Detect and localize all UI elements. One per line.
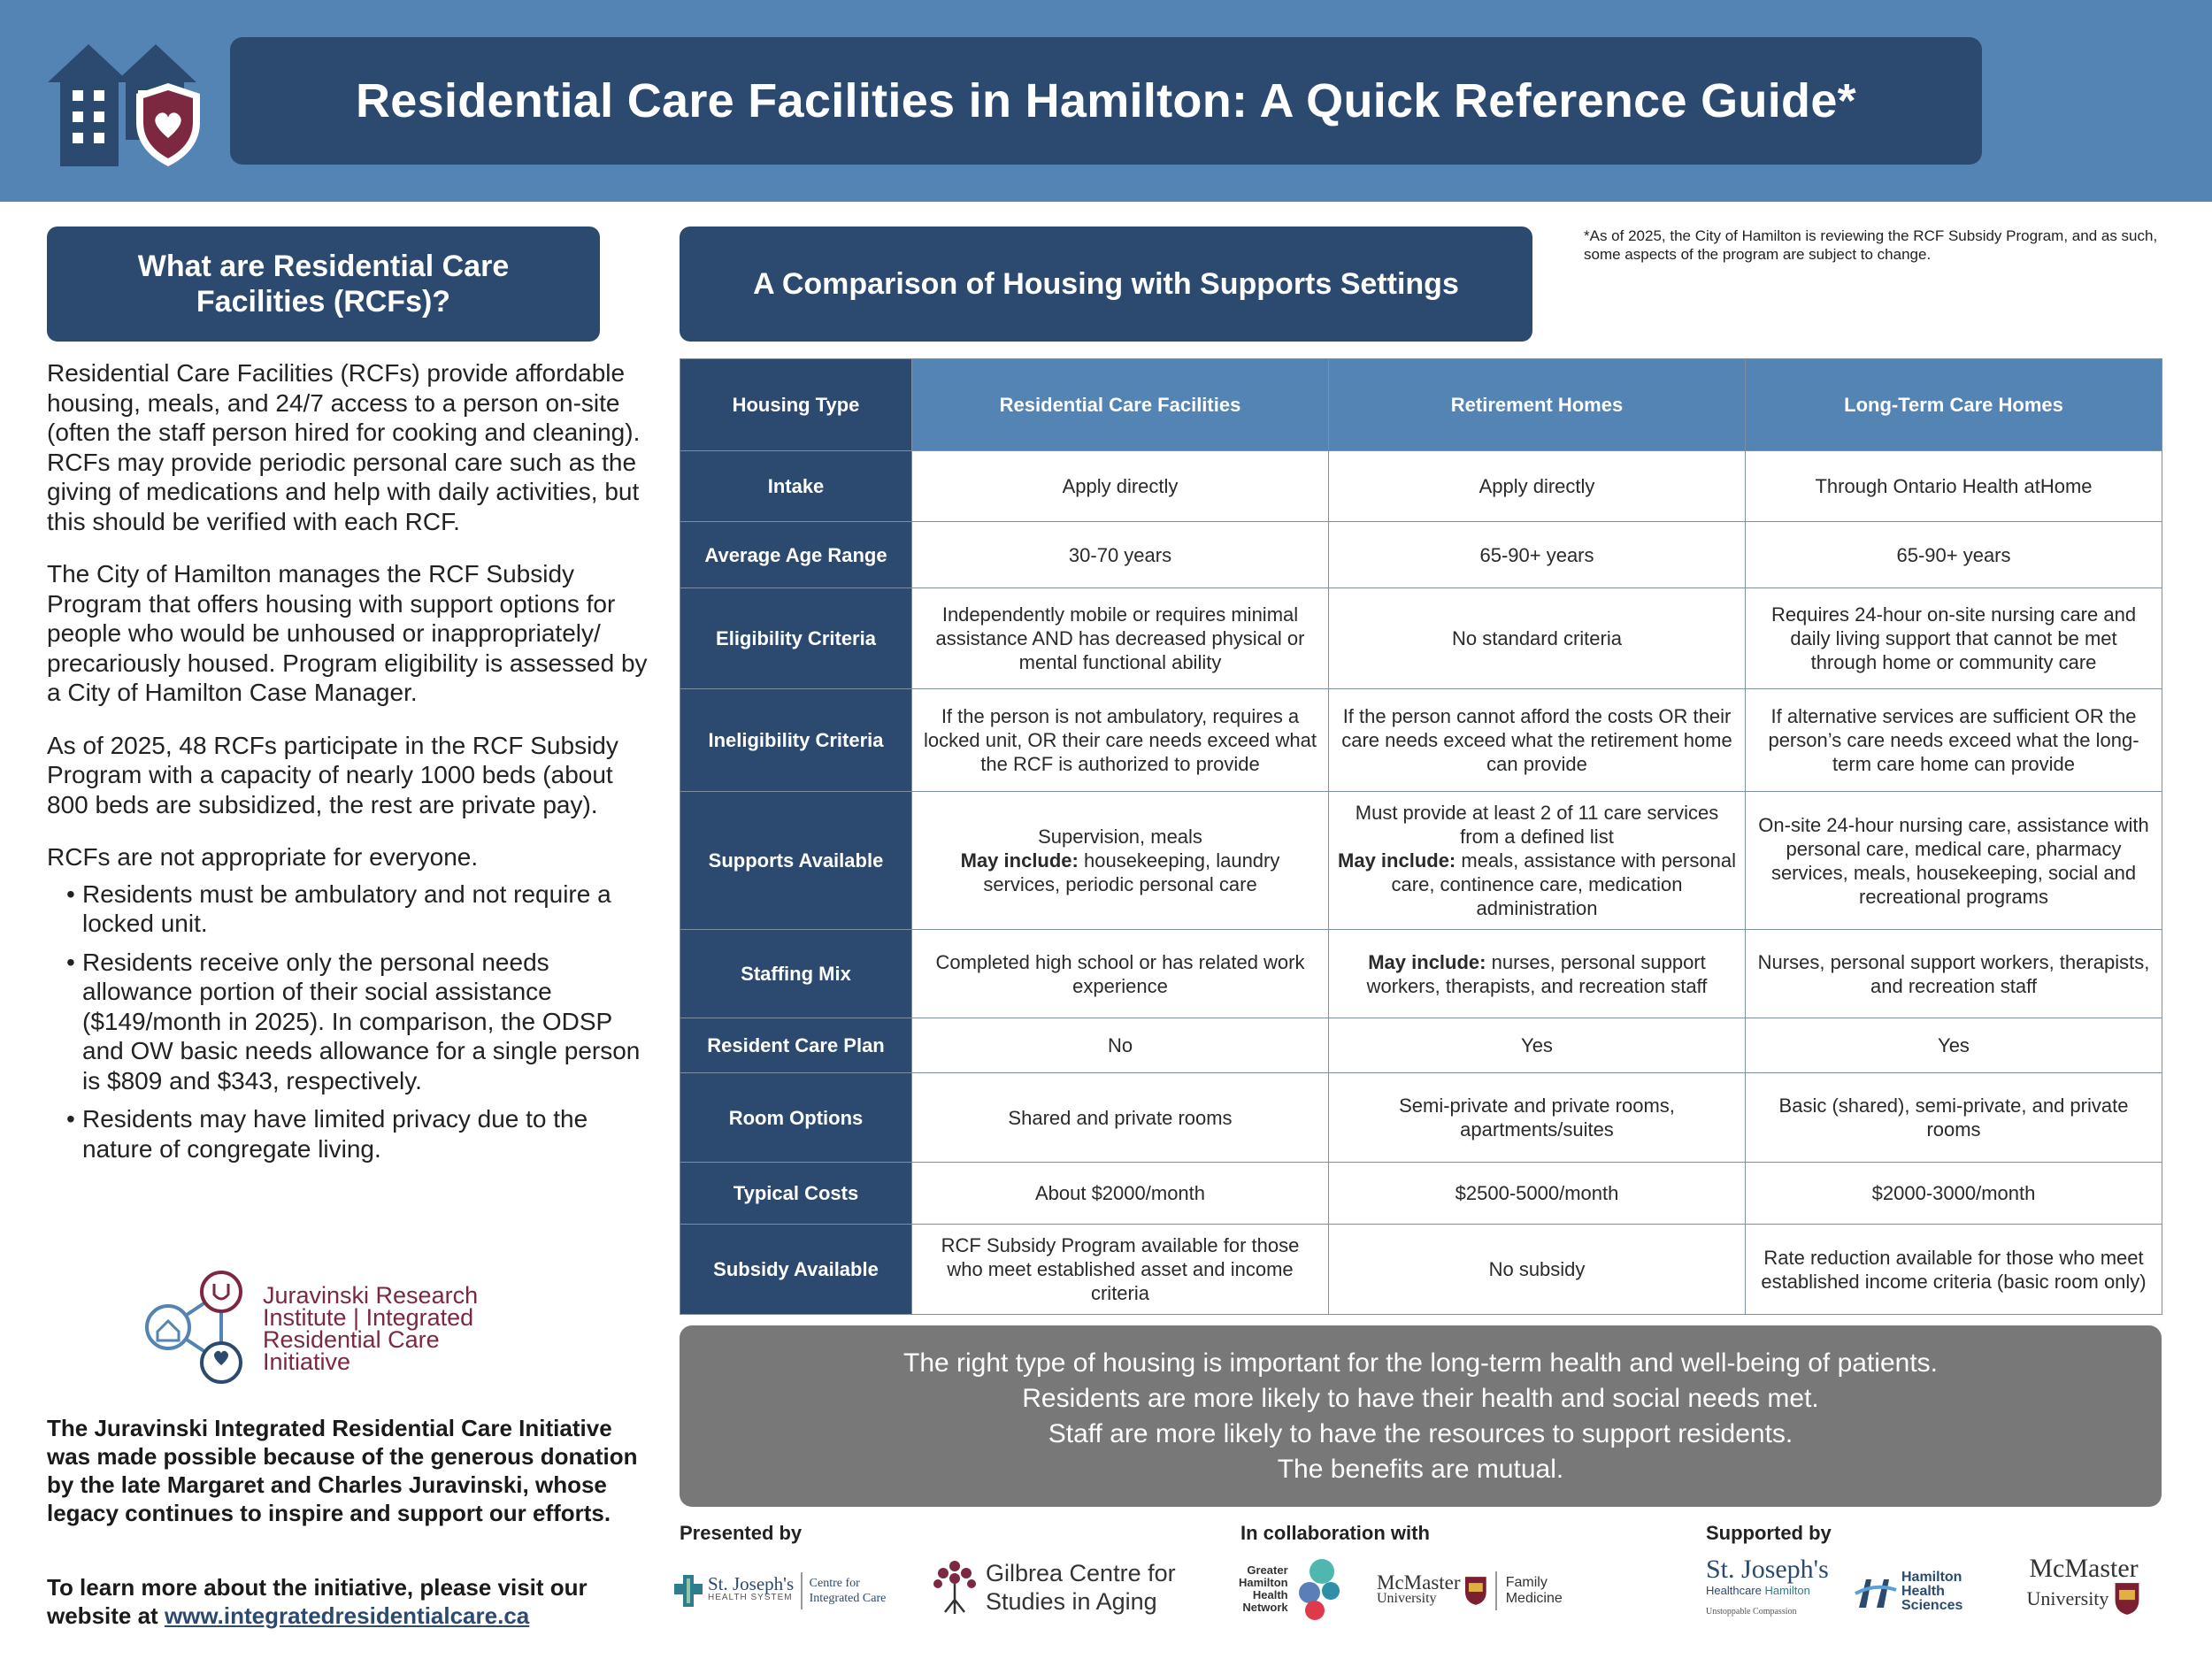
gilbrea-centre-logo	[933, 1557, 1180, 1617]
table-cell: 30-70 years	[912, 522, 1329, 588]
supported-by-label: Supported by	[1706, 1522, 1832, 1544]
jri-logo-line: Residential Care	[263, 1326, 440, 1353]
medical-cross-icon	[674, 1573, 703, 1609]
benefit-line: The right type of housing is important for the long-term health and well-being of patients.	[903, 1348, 1938, 1378]
logo-name: Hamilton	[1239, 1576, 1288, 1589]
table-cell: Nurses, personal support workers, therapists, and recreation staff	[1746, 930, 2162, 1018]
table-cell: RCF Subsidy Program available for those who meet established asset and income criteria	[912, 1225, 1329, 1315]
table-cell: Apply directly	[1329, 451, 1746, 522]
paragraph-4: RCFs are not appropriate for everyone.	[47, 843, 479, 871]
logo-name: McMaster	[1377, 1571, 1461, 1594]
table-row	[680, 689, 2162, 792]
ghhn-network-icon	[1292, 1557, 1354, 1621]
table-cell	[1329, 930, 1746, 1018]
table-row	[680, 1073, 2162, 1163]
building-heart-shield-icon	[44, 34, 204, 168]
cell-text: nurses, personal support workers, therapists, and recreation staff	[1366, 950, 1708, 997]
table-cell: Shared and private rooms	[912, 1073, 1329, 1163]
table-cell: No subsidy	[1329, 1225, 1746, 1315]
paragraph-2: The City of Hamilton manages the RCF Subsidy Program that offers housing with support options for people who would be unhoused or inappropriately/ precariously housed. Program eligibility is assessed by a City of Hamilton Case Manager.	[47, 560, 648, 706]
logo-divider	[1495, 1571, 1496, 1610]
logo-subtitle: Healthcare	[1706, 1584, 1762, 1597]
table-cell: 65-90+ years	[1746, 522, 2162, 588]
rcf-limitations-list	[47, 879, 649, 1164]
row-header: Resident Care Plan	[680, 1018, 912, 1073]
table-row	[680, 451, 2162, 522]
row-header: Staffing Mix	[680, 930, 912, 1018]
comparison-table	[680, 358, 2162, 1315]
table-cell: Completed high school or has related work experience	[912, 930, 1329, 1018]
cell-text: housekeeping, laundry services, periodic personal care	[983, 849, 1280, 895]
crest-icon	[1464, 1576, 1487, 1606]
column-header: Retirement Homes	[1329, 359, 1746, 451]
row-header: Average Age Range	[680, 522, 912, 588]
footnote: *As of 2025, the City of Hamilton is reviewing the RCF Subsidy Program, and as such, some aspects of the program are subject to change.	[1584, 227, 2158, 263]
table-cell: 65-90+ years	[1329, 522, 1746, 588]
cell-text: Supervision, meals	[1038, 826, 1202, 848]
row-header: Room Options	[680, 1073, 912, 1163]
logo-tagline: Unstoppable Compassion	[1706, 1607, 1797, 1617]
list-item: • Residents receive only the personal needs allowance portion of their social assistance ($149/month in 2025). In comparison, the ODSP and OW basic needs allowance for a single person is $809 and $343, respectively.	[47, 948, 649, 1096]
learn-more-text: To learn more about the initiative, please visit our website at	[47, 1574, 588, 1629]
table-cell: Through Ontario Health atHome	[1746, 451, 2162, 522]
row-header: Intake	[680, 451, 912, 522]
header-banner	[0, 0, 2212, 202]
benefits-banner	[680, 1325, 2162, 1507]
logo-subtitle: University	[1377, 1591, 1437, 1606]
logo-name: St. Joseph's	[708, 1573, 795, 1594]
table-cell: On-site 24-hour nursing care, assistance with personal care, medical care, pharmacy services, meals, housekeeping, social and recreational programs	[1746, 792, 2162, 930]
table-cell: $2000-3000/month	[1746, 1163, 2162, 1225]
table-cell: No standard criteria	[1329, 588, 1746, 689]
logo-divider	[801, 1572, 803, 1609]
list-item: • Residents must be ambulatory and not require a locked unit.	[47, 879, 649, 939]
title-banner	[230, 37, 1982, 165]
jri-logo-line: Juravinski Research	[263, 1282, 479, 1309]
table-row	[680, 792, 2162, 930]
table-cell: $2500-5000/month	[1329, 1163, 1746, 1225]
column-header: Housing Type	[680, 359, 912, 451]
logo-name: Health	[1901, 1584, 1945, 1599]
table-row	[680, 930, 2162, 1018]
paragraph-1: Residential Care Facilities (RCFs) provide affordable housing, meals, and 24/7 access to a person on-site (often the staff person hired for cooking and cleaning). RCFs may provide periodic personal care such as the giving of medications and help with daily activities, but this should be verified with each RCF.	[47, 359, 641, 535]
table-cell: About $2000/month	[912, 1163, 1329, 1225]
table-cell	[1329, 792, 1746, 930]
jri-logo-text	[263, 1282, 479, 1375]
table-cell: If the person is not ambulatory, requires a locked unit, OR their care needs exceed what the RCF is authorized to provide	[912, 689, 1329, 792]
learn-more	[47, 1573, 657, 1630]
logo-subtitle: HEALTH SYSTEM	[708, 1593, 793, 1602]
row-header: Ineligibility Criteria	[680, 689, 912, 792]
cell-text: meals, assistance with personal care, continence care, medication administration	[1391, 849, 1736, 919]
donation-acknowledgement: The Juravinski Integrated Residential Care Initiative was made possible because of the generous donation by the late Margaret and Charles Juravinski, whose legacy continues to inspire and support our efforts.	[47, 1415, 638, 1526]
comparison-heading-box	[680, 227, 1532, 342]
table-cell: Yes	[1329, 1018, 1746, 1073]
column-header: Long-Term Care Homes	[1746, 359, 2162, 451]
cell-bold-label: May include:	[1368, 950, 1486, 973]
table-row	[680, 522, 2162, 588]
logo-name: Gilbrea Centre for	[986, 1560, 1176, 1586]
logo-subtitle: Integrated Care	[809, 1592, 887, 1605]
comparison-heading: A Comparison of Housing with Supports Settings	[753, 266, 1459, 301]
logo-subtitle: Centre for	[809, 1577, 860, 1590]
table-cell: Yes	[1746, 1018, 2162, 1073]
stjoes-health-system-logo	[674, 1564, 913, 1617]
row-header: Typical Costs	[680, 1163, 912, 1225]
cell-bold-label: May include:	[1338, 849, 1456, 872]
table-header-row	[680, 359, 2162, 451]
table-cell: Requires 24-hour on-site nursing care and daily living support that cannot be met through home or community care	[1746, 588, 2162, 689]
jri-logo-line: Institute | Integrated	[263, 1304, 474, 1331]
stjoes-healthcare-logo	[1706, 1555, 1847, 1626]
collaboration-label: In collaboration with	[1240, 1522, 1430, 1544]
logo-name: Health	[1252, 1588, 1288, 1601]
jri-logo-line: Initiative	[263, 1348, 351, 1375]
rcf-definition-heading: What are Residential Care Facilities (RCFs)?	[137, 250, 510, 319]
column-header: Residential Care Facilities	[912, 359, 1329, 451]
hhs-h-icon	[1854, 1574, 1898, 1609]
rcf-description	[47, 358, 649, 1172]
list-item: • Residents may have limited privacy due to the nature of congregate living.	[47, 1104, 649, 1164]
row-header: Eligibility Criteria	[680, 588, 912, 689]
table-row	[680, 1018, 2162, 1073]
table-row	[680, 588, 2162, 689]
table-cell	[912, 792, 1329, 930]
table-cell: Apply directly	[912, 451, 1329, 522]
table-cell: If alternative services are sufficient OR the person’s care needs exceed what the long-term care home can provide	[1746, 689, 2162, 792]
cell-text: Must provide at least 2 of 11 care services from a defined list	[1355, 802, 1719, 848]
benefit-line: Residents are more likely to have their health and social needs met.	[1022, 1383, 1819, 1413]
crest-icon	[2114, 1582, 2140, 1616]
cell-bold-label: May include:	[960, 849, 1079, 872]
table-cell: No	[912, 1018, 1329, 1073]
logo-subtitle: Hamilton	[1764, 1584, 1810, 1597]
table-cell: If the person cannot afford the costs OR their care needs exceed what the retirement home can provide	[1329, 689, 1746, 792]
table-row	[680, 1225, 2162, 1315]
logo-name: Network	[1242, 1601, 1288, 1614]
table-cell: Semi-private and private rooms, apartments/suites	[1329, 1073, 1746, 1163]
row-header: Supports Available	[680, 792, 912, 930]
paragraph-3: As of 2025, 48 RCFs participate in the RCF Subsidy Program with a capacity of nearly 1000 beds (about 800 beds are subsidized, the rest are private pay).	[47, 731, 618, 818]
table-row	[680, 1163, 2162, 1225]
table-cell: Basic (shared), semi-private, and private rooms	[1746, 1073, 2162, 1163]
logo-subtitle: University	[2026, 1587, 2109, 1609]
logo-name: Greater	[1247, 1563, 1288, 1577]
logo-name: Sciences	[1901, 1598, 1963, 1613]
logo-name: Studies in Aging	[986, 1588, 1157, 1615]
mcmaster-family-medicine-logo	[1377, 1564, 1607, 1617]
website-link[interactable]: www.integratedresidentialcare.ca	[164, 1602, 530, 1629]
logo-name: McMaster	[2029, 1554, 2139, 1583]
presented-by-label: Presented by	[680, 1522, 803, 1544]
tree-icon	[933, 1559, 977, 1616]
logo-subtitle: Family Medicine	[1505, 1575, 1563, 1606]
table-cell: Independently mobile or requires minimal assistance AND has decreased physical or mental functional ability	[912, 588, 1329, 689]
hhs-logo	[1854, 1566, 1973, 1617]
table-cell: Rate reduction available for those who meet established income criteria (basic room only)	[1746, 1225, 2162, 1315]
ghhn-logo	[1239, 1557, 1380, 1621]
logo-name: St. Joseph's	[1706, 1555, 1829, 1584]
benefit-line: The benefits are mutual.	[1277, 1454, 1564, 1484]
mcmaster-university-logo	[2017, 1555, 2150, 1626]
logo-name: Hamilton	[1901, 1570, 1962, 1585]
page-title: Residential Care Facilities in Hamilton: A Quick Reference Guide*	[356, 74, 1856, 127]
row-header: Subsidy Available	[680, 1225, 912, 1315]
rcf-definition-heading-box	[47, 227, 600, 342]
benefit-line: Staff are more likely to have the resources to support residents.	[1048, 1418, 1793, 1448]
